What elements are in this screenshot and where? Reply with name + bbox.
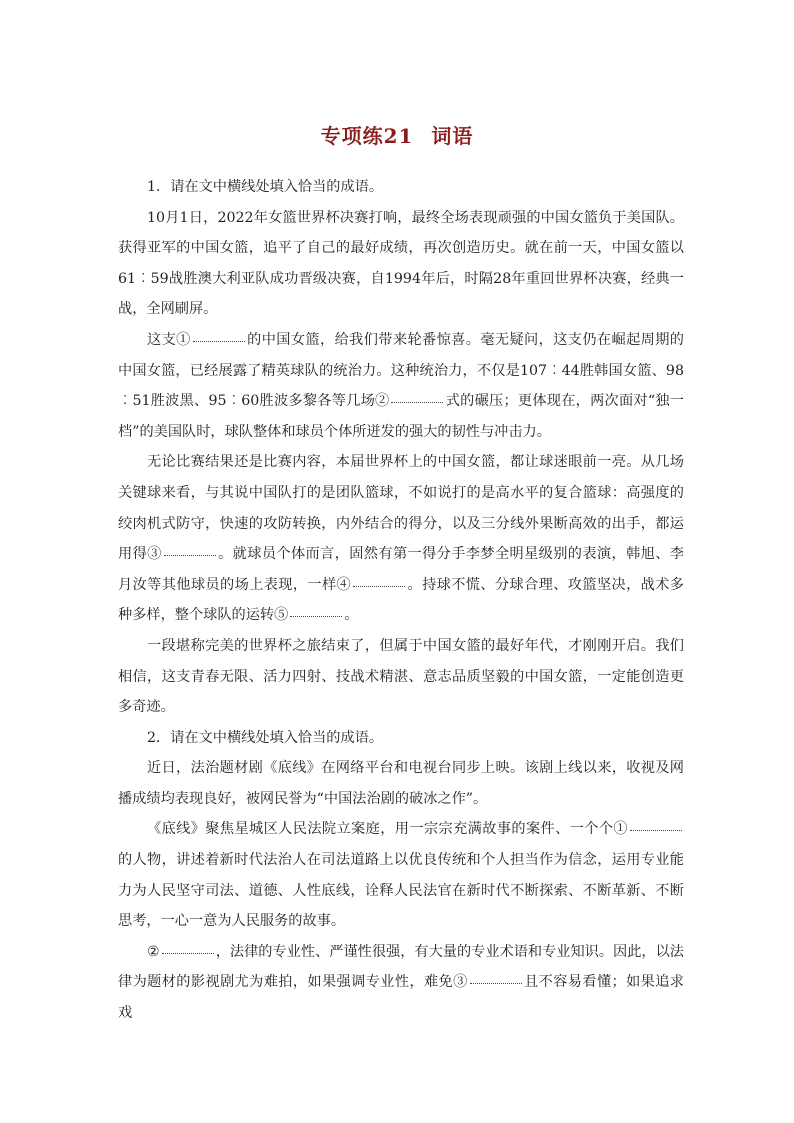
text-run: 式的碾压；更体现在，两次面对“独一档”的美国队时，球队整体和球员个体所迸发的强大的韧性与冲击力。 [118, 393, 684, 440]
q1-paragraph-4: 一段堪称完美的世界杯之旅结束了，但属于中国女篮的最好年代，才刚刚开启。我们相信，这支青春无限、活力四射、技战术精湛、意志品质坚毅的中国女篮，一定能创造更多奇迹。 [118, 637, 684, 716]
text-run: ，法律的专业性、严谨性很强，有大量的专业术语和专业知识。因此，以法律为题材的影视剧尤为难拍，如果强调专业性，难免③ [118, 943, 684, 991]
text-run: 无论比赛结果还是比赛内容，本届世界杯上的中国女篮，都让球迷眼前一亮。从几场关键球来看，与其说中国队打的是团队篮球，不如说打的是高水平的复合篮球：高强度的绞肉机式防守，快速的攻防转换，内外结合的得分，以及三分线外果断高效的出手，都运用得③ [118, 454, 684, 563]
answer-blank-5[interactable] [290, 615, 342, 617]
text-run: 的人物，讲述着新时代法治人在司法道路上以优良传统和个人担当作为信念，运用专业能力为人民坚守司法、道德、人性底线，诠释人民法官在新时代不断探索、不断革新、不断思考，一心一意为人民服务的故事。 [118, 852, 684, 930]
text-run: 的中国女篮，给我们带来轮番惊喜。毫无疑问，这支仍在崛起周期的中国女篮，已经展露了精英球队的统治力。这种统治力，不仅是107︰44胜韩国女篮、98︰51胜波黑、95︰60胜波多黎各等几场② [118, 331, 684, 410]
q1-paragraph-3 [118, 447, 684, 631]
title-main: 专项练21 [320, 124, 414, 148]
page-title [0, 120, 794, 149]
question-2-prompt: 2．请在文中横线处填入恰当的成语。 [147, 729, 384, 746]
answer-blank-2[interactable] [162, 952, 214, 954]
answer-blank-3[interactable] [164, 554, 216, 556]
q1-paragraph-1: 10月1日，2022年女篮世界杯决赛打响，最终全场表现顽强的中国女篮负于美国队。获得亚军的中国女篮，追平了自己的最好成绩，再次创造历史。就在前一天，中国女篮以61︰59战胜澳大利亚队成功晋级决赛，自1994年后，时隔28年重回世界杯决赛，经典一战，全网刷屏。 [118, 209, 684, 318]
answer-blank-1[interactable] [630, 829, 682, 831]
document-body [118, 172, 684, 1029]
question-1-prompt: 1．请在文中横线处填入恰当的成语。 [147, 179, 384, 195]
q2-paragraph-3 [118, 937, 684, 1029]
text-run: ② [147, 943, 160, 960]
answer-blank-4[interactable] [353, 585, 405, 587]
title-sub: 词语 [431, 124, 474, 148]
text-run: 这支① [147, 331, 191, 348]
text-run: 。持球不慌、分球合理、攻篮坚决，战术多种多样，整个球队的运转⑤ [118, 576, 684, 624]
text-run: 。 [344, 607, 359, 624]
answer-blank-2[interactable] [391, 401, 443, 403]
q2-paragraph-1: 近日，法治题材剧《底线》在网络平台和电视台同步上映。该剧上线以来，收视及网播成绩均表现良好，被网民誉为“中国法治剧的破冰之作”。 [118, 760, 684, 807]
text-run: 《底线》聚焦星城区人民法院立案庭，用一宗宗充满故事的案件、一个个① [147, 821, 628, 838]
q1-paragraph-2 [118, 325, 684, 447]
text-run: 且不容易看懂；如果追求戏 [118, 974, 684, 1022]
q2-paragraph-2 [118, 814, 684, 936]
text-run: 。就球员个体而言，固然有第一得分手李梦全明星级别的表演，韩旭、李月汝等其他球员的场上表现，一样④ [118, 546, 684, 593]
answer-blank-3[interactable] [470, 982, 522, 984]
answer-blank-1[interactable] [193, 340, 245, 342]
